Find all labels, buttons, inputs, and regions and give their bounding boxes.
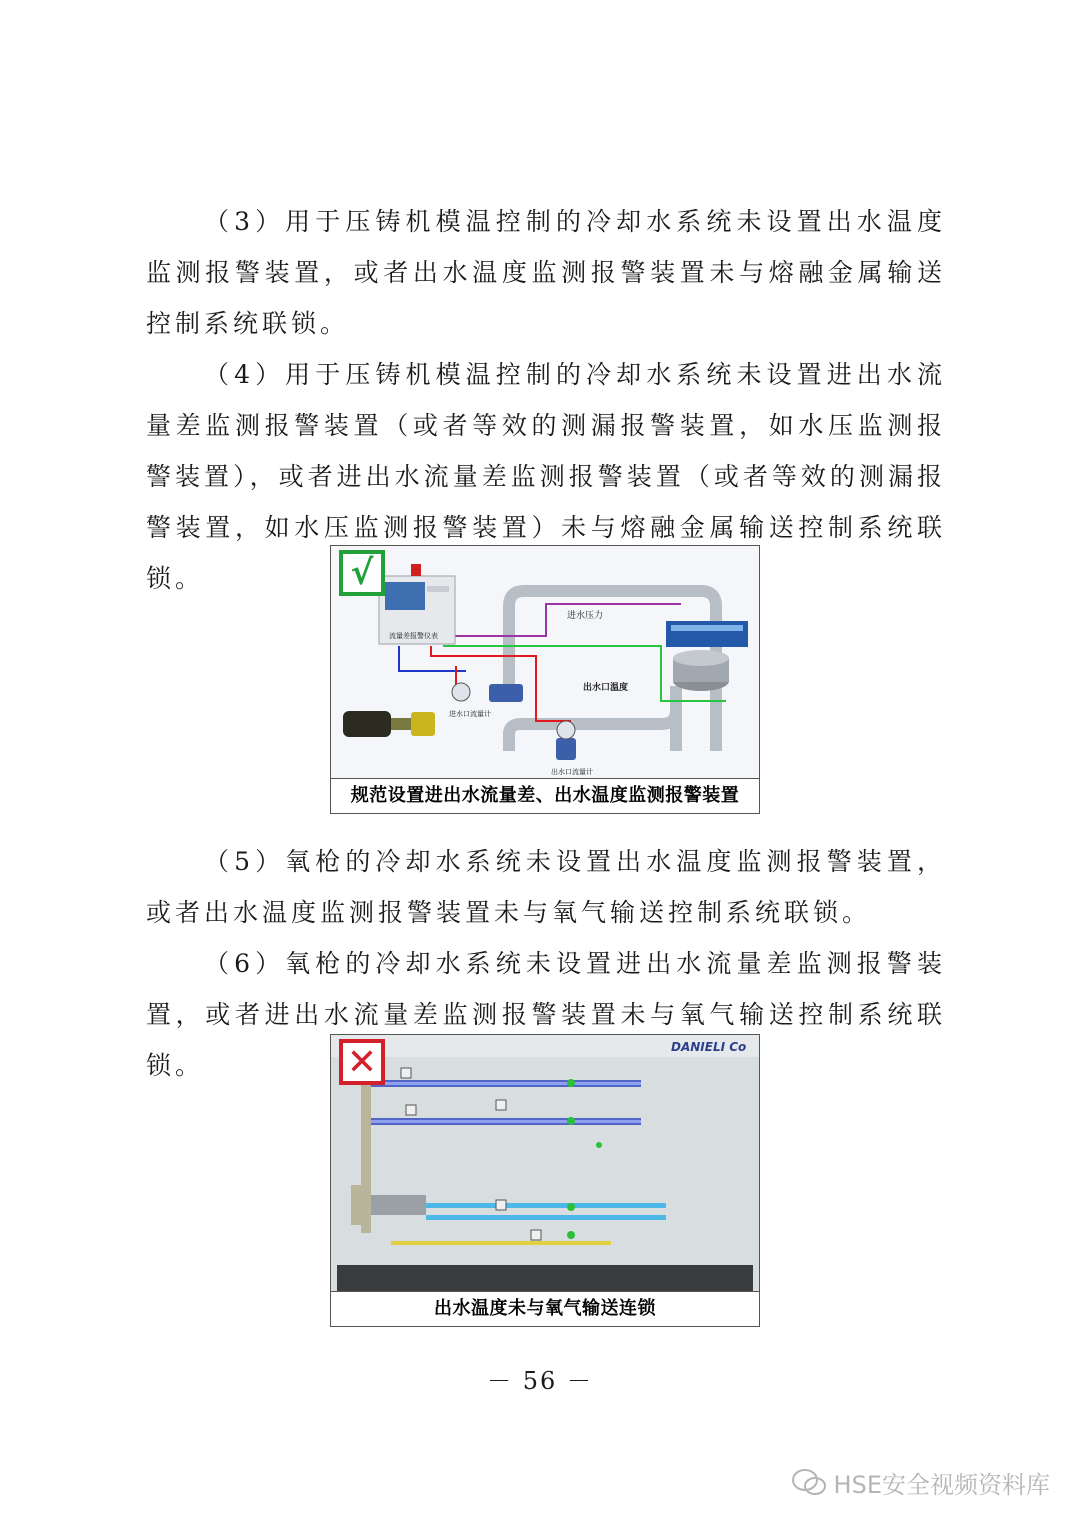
paragraph-5: （5）氧枪的冷却水系统未设置出水温度监测报警装置，或者出水温度监测报警装置未与氧气输送控制系统联锁。 — [146, 847, 946, 927]
alarm-meter-label: 流量差报警仪表 — [389, 632, 438, 640]
figure-wrong-caption: 出水温度未与氧气输送连锁 — [331, 1291, 759, 1326]
paragraph-6: （6）氧枪的冷却水系统未设置进出水流量差监测报警装置，或者进出水流量差监测报警装置未与氧气输送控制系统联锁。 — [146, 949, 946, 1080]
figure-correct — [330, 545, 760, 814]
figure-correct-caption: 规范设置进出水流量差、出水温度监测报警装置 — [331, 778, 759, 813]
check-icon: √ — [339, 550, 385, 596]
paragraph-3: （3）用于压铸机模温控制的冷却水系统未设置出水温度监测报警装置，或者出水温度监测报警装置未与熔融金属输送控制系统联锁。 — [146, 207, 946, 338]
cooling-system-diagram — [331, 546, 759, 778]
outlet-temp-label: 出水口温度 — [583, 683, 629, 693]
figure-wrong — [330, 1034, 760, 1327]
watermark-text: HSE安全视频资料库 — [833, 1471, 1050, 1499]
paragraph-4: （4）用于压铸机模温控制的冷却水系统未设置进出水流量差监测报警装置（或者等效的测漏报警装置，如水压监测报警装置），或者进出水流量差监测报警装置（或者等效的测漏报警装置，如水压监测报警装置）未与熔融金属输送控制系统联锁。 — [146, 360, 946, 593]
page-number: － 56 － — [487, 1367, 593, 1395]
figure-wrong-image — [331, 1035, 759, 1291]
inlet-pressure-label: 进水压力 — [567, 611, 604, 621]
outlet-flowmeter-label: 出水口流量计 — [551, 768, 593, 776]
wechat-icon — [792, 1468, 826, 1498]
inlet-flowmeter-label: 进水口流量计 — [449, 710, 491, 718]
figure-correct-image — [331, 546, 759, 778]
cross-icon: ✕ — [339, 1039, 385, 1085]
danieli-logo-text: DANIELI Co — [671, 1040, 747, 1054]
hmi-screen-photo — [331, 1035, 759, 1291]
watermark — [792, 1465, 1050, 1500]
